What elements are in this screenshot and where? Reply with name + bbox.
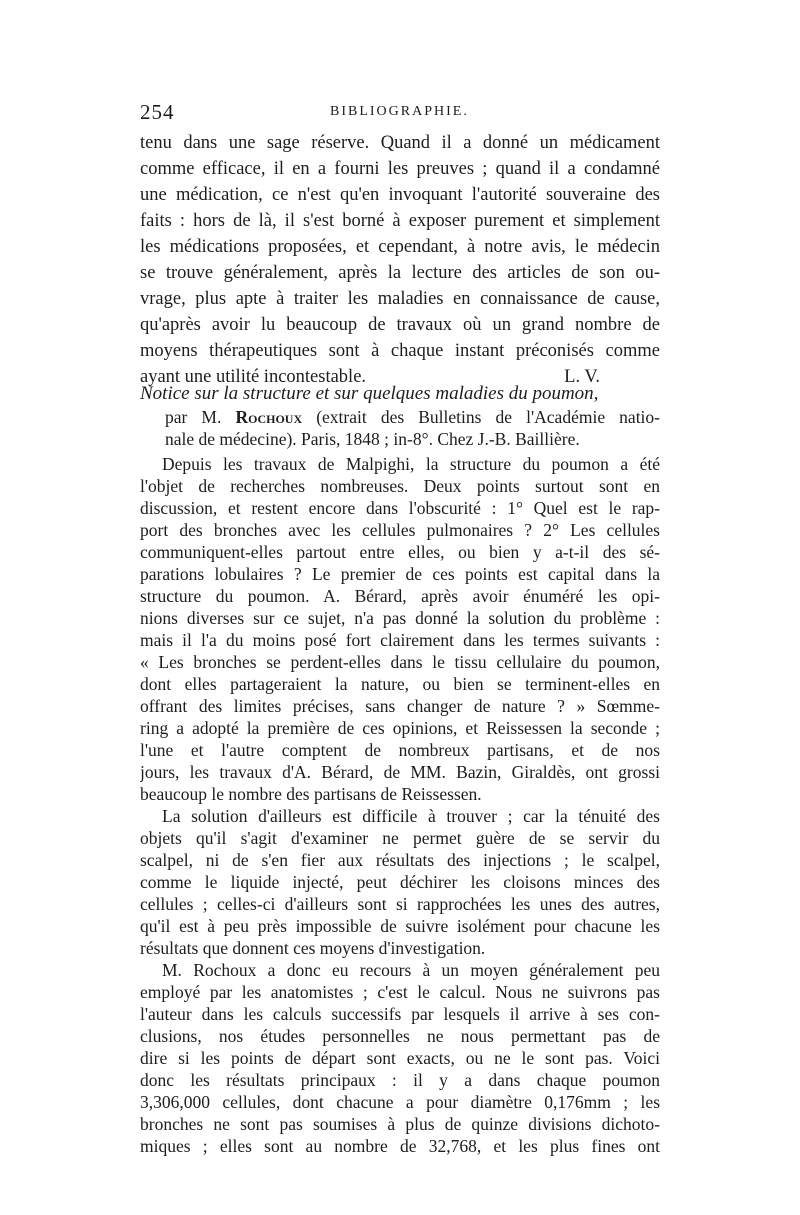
notice-citation-line: nale de médecine). Paris, 1848 ; in-8°. Chez J.-B. Baillière. [165, 429, 580, 449]
text-line: dire si les points de départ sont exacts, ou ne le sont pas. Voici [140, 1048, 660, 1068]
text-line: l'une et l'autre comptent de nombreux partisans, et de nos [140, 740, 660, 760]
text-line: se trouve généralement, après la lecture des articles de son ou- [140, 263, 660, 283]
author-prefix: par M. [165, 407, 222, 427]
notice-body [140, 453, 660, 1157]
text-line: communiquent-elles partout entre elles, ou bien y a-t-il des sé- [140, 542, 660, 562]
text-line: clusions, nos études personnelles ne nous permettant pas de [140, 1026, 660, 1046]
text-line: résultats que donnent ces moyens d'investigation. [140, 938, 486, 958]
text-line: faits : hors de là, il s'est borné à exposer purement et simplement [140, 211, 660, 231]
text-line: port des bronches avec les cellules pulmonaires ? 2° Les cellules [140, 520, 660, 540]
citation-source: (extrait des Bulletins de l'Académie natio- [316, 407, 660, 427]
page-number: 254 [140, 100, 175, 124]
review-continuation [140, 130, 660, 390]
text-line: donc les résultats principaux : il y a dans chaque poumon [140, 1070, 660, 1090]
text-line: M. Rochoux a donc eu recours à un moyen généralement peu [162, 960, 660, 980]
text-line: qu'il est à peu près impossible de suivre isolément pour chacune les [140, 916, 660, 936]
text-line: 3,306,000 cellules, dont chacune a pour diamètre 0,176mm ; les [140, 1092, 660, 1112]
text-line: jours, les travaux d'A. Bérard, de MM. Bazin, Giraldès, ont grossi [140, 762, 660, 782]
text-line: employé par les anatomistes ; c'est le calcul. Nous ne suivrons pas [140, 982, 660, 1002]
text-line: ayant une utilité incontestable. [140, 367, 367, 387]
text-line: comme efficace, il en a fourni les preuves ; quand il a condamné [140, 159, 660, 179]
text-line: dont elles partageraient la nature, ou bien se terminent-elles en [140, 674, 660, 694]
text-line: nions diverses sur ce sujet, n'a pas donné la solution du problème : [140, 608, 660, 628]
text-line: l'auteur dans les calculs successifs par lesquels il arrive à ses con- [140, 1004, 660, 1024]
text-line: offrant des limites précises, sans changer de nature ? » Sœmme- [140, 696, 660, 716]
text-line: mais il l'a du moins posé fort clairement dans les termes suivants : [140, 630, 660, 650]
text-line: La solution d'ailleurs est difficile à trouver ; car la ténuité des [162, 806, 660, 826]
text-line: miques ; elles sont au nombre de 32,768, et les plus fines ont [140, 1136, 660, 1156]
text-line: l'objet de recherches nombreuses. Deux points surtout sont en [140, 476, 660, 496]
text-line: moyens thérapeutiques sont à chaque instant préconisés comme [140, 341, 660, 361]
text-line: vrage, plus apte à traiter les maladies en connaissance de cause, [140, 289, 660, 309]
text-line: parations lobulaires ? Le premier de ces points est capital dans la [140, 564, 660, 584]
text-line: qu'après avoir lu beaucoup de travaux où un grand nombre de [140, 315, 660, 335]
text-line: ring a adopté la première de ces opinions, et Reissessen la seconde ; [140, 718, 660, 738]
text-line: objets qu'il s'agit d'examiner ne permet guère de se servir du [140, 828, 660, 848]
text-line: « Les bronches se perdent-elles dans le tissu cellulaire du poumon, [140, 652, 660, 672]
author-name: Rochoux [235, 407, 303, 427]
running-title: BIBLIOGRAPHIE. [330, 104, 469, 119]
text-line: beaucoup le nombre des partisans de Reissessen. [140, 784, 482, 804]
text-line: comme le liquide injecté, peut déchirer les cloisons minces des [140, 872, 660, 892]
text-line: cellules ; celles-ci d'ailleurs sont si rapprochées les unes des autres, [140, 894, 660, 914]
notice-heading [140, 382, 660, 450]
text-line: Depuis les travaux de Malpighi, la structure du poumon a été [162, 454, 660, 474]
text-line: une médication, ce n'est qu'en invoquant l'autorité souveraine des [140, 185, 660, 205]
notice-title: Notice sur la structure et sur quelques maladies du poumon, [140, 383, 599, 404]
notice-citation-line [140, 406, 660, 428]
text-line: discussion, et restent encore dans l'obscurité : 1° Quel est le rap- [140, 498, 660, 518]
text-line: les médications proposées, et cependant, à notre avis, le médecin [140, 237, 660, 257]
text-line: structure du poumon. A. Bérard, après avoir énuméré les opi- [140, 586, 660, 606]
text-line: tenu dans une sage réserve. Quand il a donné un médicament [140, 133, 660, 153]
reviewer-signature: L. V. [564, 367, 600, 387]
text-line: bronches ne sont pas soumises à plus de quinze divisions dichoto- [140, 1114, 660, 1134]
text-line: scalpel, ni de s'en fier aux résultats des injections ; le scalpel, [140, 850, 660, 870]
page-header [140, 100, 660, 122]
